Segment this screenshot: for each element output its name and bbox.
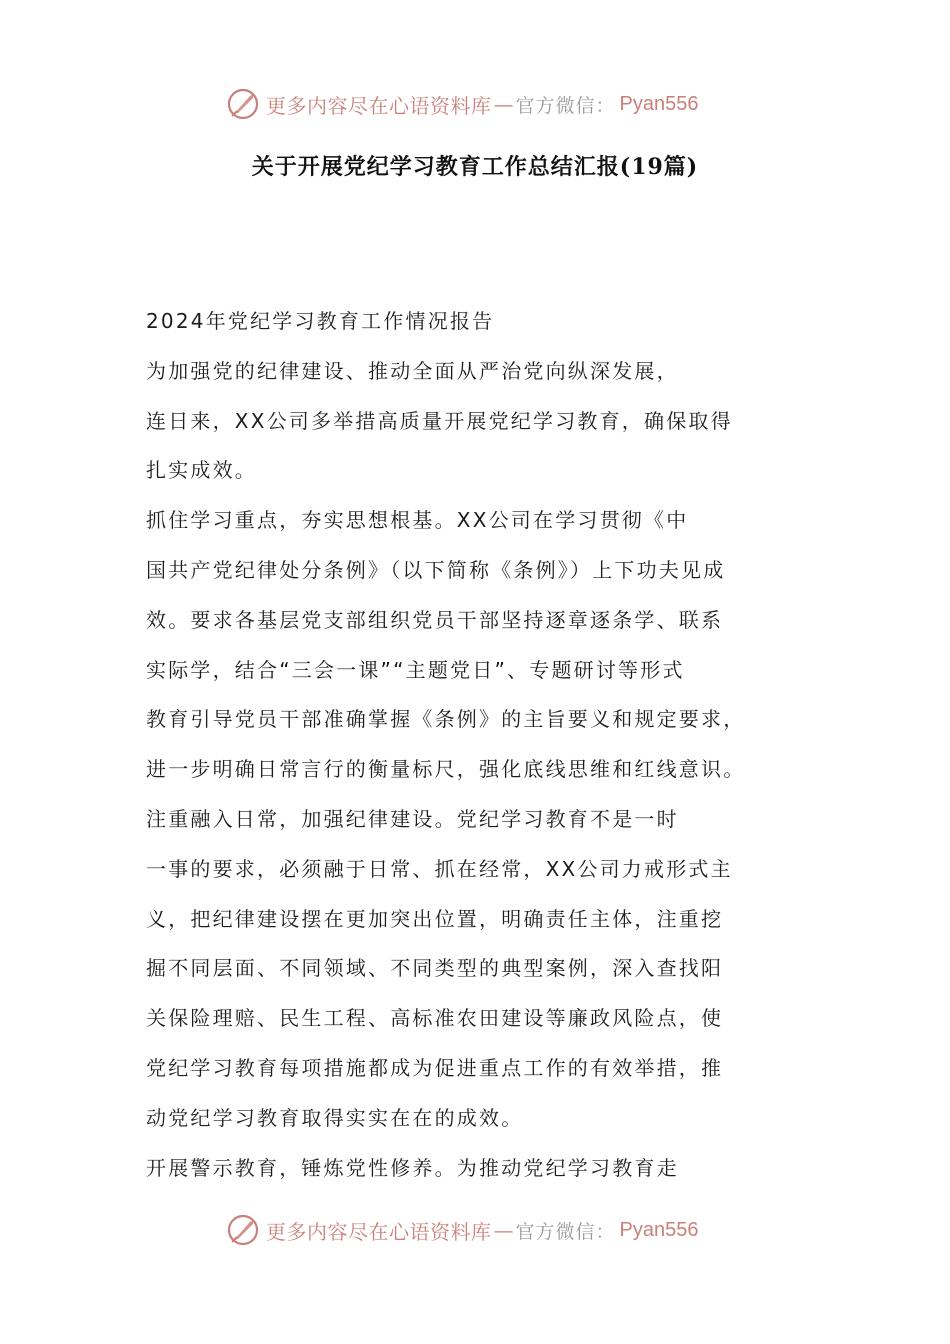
watermark-wechat-label: 官方微信： xyxy=(515,1220,616,1243)
watermark-banner-bottom xyxy=(226,1212,746,1248)
body-line: 进一步明确日常言行的衡量标尺，强化底线思维和红线意识。 xyxy=(146,757,746,782)
body-line: 党纪学习教育每项措施都成为促进重点工作的有效举措，推 xyxy=(146,1055,724,1080)
body-line: 2024年党纪学习教育工作情况报告 xyxy=(146,309,495,333)
body-line: 教育引导党员干部准确掌握《条例》的主旨要义和规定要求， xyxy=(146,707,746,732)
body-line: 义，把纪律建设摆在更加突出位置，明确责任主体，注重挖 xyxy=(146,906,724,931)
body-line: 扎实成效。 xyxy=(146,458,257,483)
body-line: 效。要求各基层党支部组织党员干部坚持逐章逐条学、联系 xyxy=(146,607,724,632)
body-line: 动党纪学习教育取得实实在在的成效。 xyxy=(146,1105,524,1130)
body-line: 开展警示教育，锤炼党性修养。为推动党纪学习教育走 xyxy=(146,1155,679,1180)
body-line: 注重融入日常，加强纪律建设。党纪学习教育不是一时 xyxy=(146,806,679,831)
quill-logo-icon xyxy=(226,87,260,121)
watermark-wechat-id: Pyan556 xyxy=(619,92,699,115)
watermark-brand-text: 更多内容尽在心语资料库 xyxy=(266,93,492,118)
body-line: 为加强党的纪律建设、推动全面从严治党向纵深发展， xyxy=(146,358,679,383)
watermark-dash: — xyxy=(493,1218,514,1242)
body-line: 连日来，XX公司多举措高质量开展党纪学习教育，确保取得 xyxy=(146,408,733,433)
document-body xyxy=(146,297,786,1193)
watermark-banner-top xyxy=(226,86,746,122)
quill-logo-icon xyxy=(226,1213,260,1247)
watermark-wechat-id: Pyan556 xyxy=(619,1218,699,1241)
body-line: 抓住学习重点，夯实思想根基。XX公司在学习贯彻《中 xyxy=(146,508,689,533)
document-title: 关于开展党纪学习教育工作总结汇报(19篇) xyxy=(251,154,699,180)
body-line: 一事的要求，必须融于日常、抓在经常，XX公司力戒形式主 xyxy=(146,856,733,881)
body-line: 关保险理赔、民生工程、高标准农田建设等廉政风险点，使 xyxy=(146,1006,724,1031)
body-line: 掘不同层面、不同领域、不同类型的典型案例，深入查找阳 xyxy=(146,956,724,981)
body-line: 实际学，结合“三会一课”“主题党日”、专题研讨等形式 xyxy=(146,657,685,682)
watermark-wechat-label: 官方微信： xyxy=(515,94,616,117)
watermark-dash: — xyxy=(493,92,514,116)
watermark-brand-text: 更多内容尽在心语资料库 xyxy=(266,1219,492,1244)
body-line: 国共产党纪律处分条例》（以下简称《条例》）上下功夫见成 xyxy=(146,557,726,582)
